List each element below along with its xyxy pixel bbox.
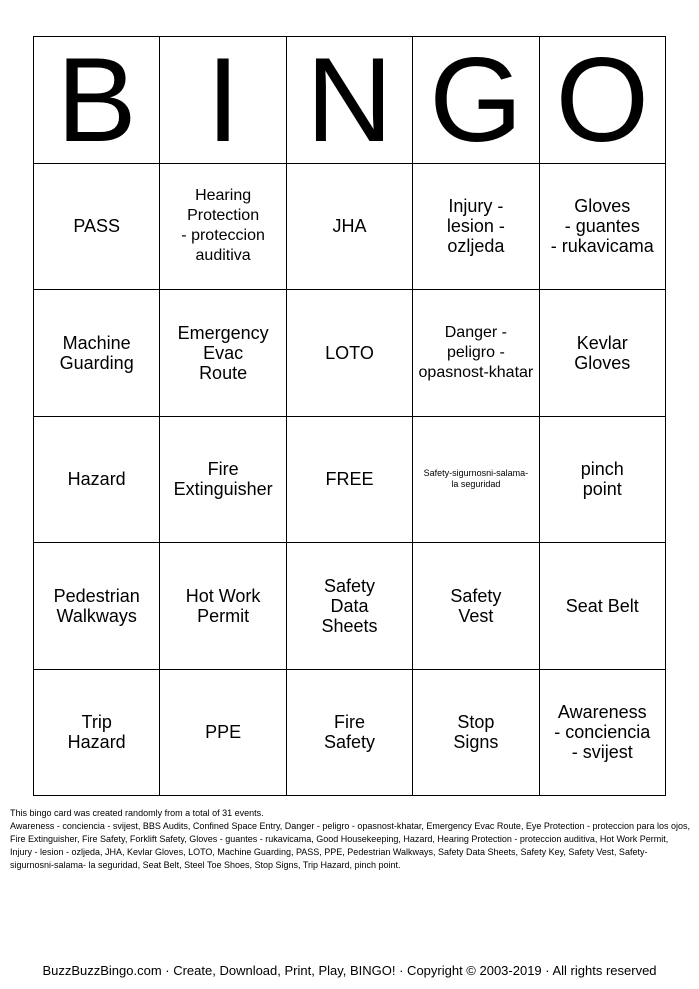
bingo-cell: Emergency Evac Route [160, 290, 286, 417]
event-list-text: Awareness - conciencia - svijest, BBS Audits, Confined Space Entry, Danger - peligro - opasnost-khatar, Emergency Evac Route, Eye Protection - proteccion para los ojos, Fire Extinguisher, Fire Safety, Forklift Safety, Gloves - guantes - rukavicama, Good Housekeeping, Hazard, Hearing Protection - proteccion auditiva, Hot Work Permit, Injury - lesion - ozljeda, JHA, Kevlar Gloves, LOTO, Machine Guarding, PASS, PPE, Pedestrian Walkways, Safety Data Sheets, Safety Key, Safety Vest, Safety-sigurnosni-salama- la seguridad, Seat Belt, Steel Toe Shoes, Stop Signs, Trip Hazard, pinch point. [10, 821, 691, 870]
header-letter-n: N [287, 37, 413, 164]
header-letter-b: B [34, 37, 160, 164]
header-letter-o: O [540, 37, 666, 164]
bingo-cell: JHA [287, 164, 413, 291]
bingo-card-grid [33, 36, 666, 796]
header-letter-i: I [160, 37, 286, 164]
bingo-cell: Gloves - guantes - rukavicama [540, 164, 666, 291]
bingo-cell: PASS [34, 164, 160, 291]
bingo-cell: Hearing Protection - proteccion auditiva [160, 164, 286, 291]
bingo-cell: PPE [160, 670, 286, 797]
free-space-cell: FREE [287, 417, 413, 544]
bingo-cell: Hot Work Permit [160, 543, 286, 670]
bingo-cell: Fire Extinguisher [160, 417, 286, 544]
bingo-cell: Pedestrian Walkways [34, 543, 160, 670]
bingo-cell: Awareness - conciencia - svijest [540, 670, 666, 797]
bingo-cell: Seat Belt [540, 543, 666, 670]
bingo-cell: Safety Data Sheets [287, 543, 413, 670]
card-footer-notes [10, 807, 690, 872]
bingo-cell: Injury - lesion - ozljeda [413, 164, 539, 291]
bingo-cell: Hazard [34, 417, 160, 544]
bingo-cell: Safety-sigurnosni-salama- la seguridad [413, 417, 539, 544]
bingo-cell: Danger - peligro - opasnost-khatar [413, 290, 539, 417]
copyright-line: BuzzBuzzBingo.com · Create, Download, Print, Play, BINGO! · Copyright © 2003-2019 · All rights reserved [42, 963, 657, 978]
card-intro-text: This bingo card was created randomly from a total of 31 events. [10, 808, 264, 818]
bingo-cell: Kevlar Gloves [540, 290, 666, 417]
bingo-cell: Safety Vest [413, 543, 539, 670]
bingo-cell: Stop Signs [413, 670, 539, 797]
bingo-cell: Fire Safety [287, 670, 413, 797]
header-letter-g: G [413, 37, 539, 164]
bingo-cell: Machine Guarding [34, 290, 160, 417]
bingo-cell: Trip Hazard [34, 670, 160, 797]
bingo-cell: pinch point [540, 417, 666, 544]
bingo-cell: LOTO [287, 290, 413, 417]
